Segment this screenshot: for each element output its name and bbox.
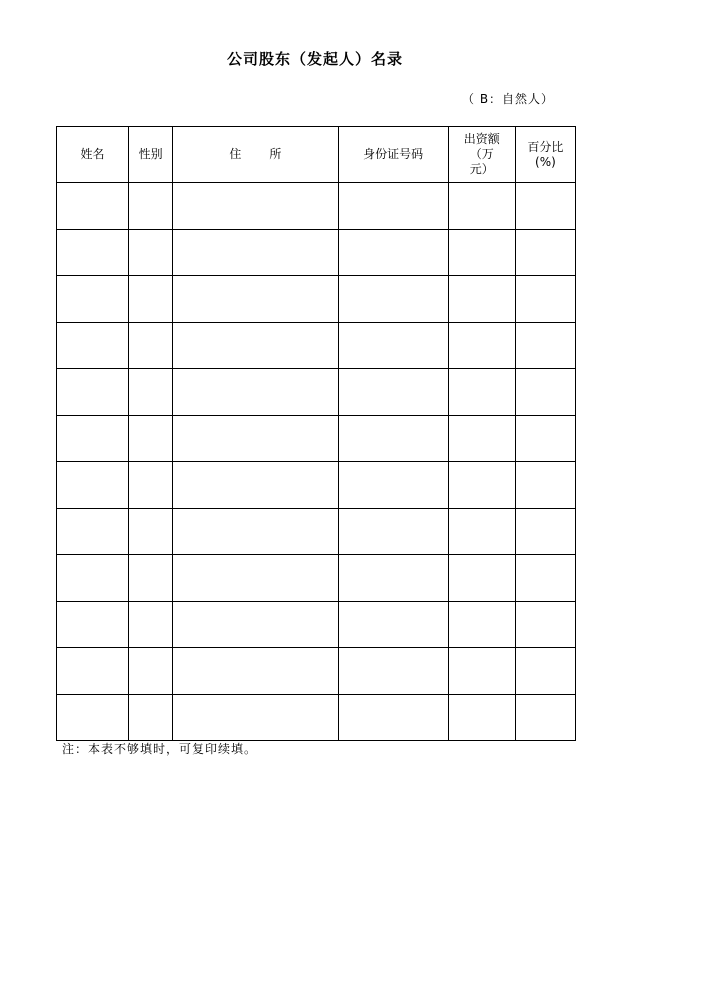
name-cell[interactable]: [57, 183, 129, 230]
id-number-cell[interactable]: [338, 648, 448, 695]
id-number-cell[interactable]: [338, 508, 448, 555]
percent-cell[interactable]: [515, 648, 575, 695]
address-cell[interactable]: [173, 229, 338, 276]
header-amount-line3: 元）: [469, 162, 494, 176]
name-cell[interactable]: [57, 694, 129, 741]
sex-cell[interactable]: [129, 322, 173, 369]
percent-cell[interactable]: [515, 601, 575, 648]
name-cell[interactable]: [57, 276, 129, 323]
name-cell[interactable]: [57, 462, 129, 509]
id-number-cell[interactable]: [338, 415, 448, 462]
header-address: [173, 127, 338, 183]
sex-cell[interactable]: [129, 229, 173, 276]
percent-cell[interactable]: [515, 276, 575, 323]
sex-cell[interactable]: [129, 555, 173, 602]
header-percent: [515, 127, 575, 183]
sex-cell[interactable]: [129, 601, 173, 648]
percent-cell[interactable]: [515, 415, 575, 462]
name-cell[interactable]: [57, 555, 129, 602]
table-row: [57, 648, 576, 695]
header-amount-line1: 出资额: [463, 132, 500, 146]
footer-note: 注：本表不够填时，可复印续填。: [62, 742, 258, 756]
id-number-cell[interactable]: [338, 369, 448, 416]
percent-cell[interactable]: [515, 229, 575, 276]
table-row: [57, 183, 576, 230]
amount-cell[interactable]: [448, 648, 515, 695]
percent-cell[interactable]: [515, 183, 575, 230]
amount-cell[interactable]: [448, 601, 515, 648]
name-cell[interactable]: [57, 322, 129, 369]
amount-cell[interactable]: [448, 276, 515, 323]
table-row: [57, 601, 576, 648]
id-number-cell[interactable]: [338, 276, 448, 323]
sex-cell[interactable]: [129, 369, 173, 416]
percent-cell[interactable]: [515, 462, 575, 509]
id-number-cell[interactable]: [338, 183, 448, 230]
sex-cell[interactable]: [129, 694, 173, 741]
id-number-cell[interactable]: [338, 229, 448, 276]
page-title: 公司股东（发起人）名录: [226, 50, 403, 68]
id-number-cell[interactable]: [338, 601, 448, 648]
header-sex: 性别: [129, 127, 173, 183]
header-id-number: 身份证号码: [338, 127, 448, 183]
table-row: [57, 508, 576, 555]
amount-cell[interactable]: [448, 369, 515, 416]
sex-cell[interactable]: [129, 462, 173, 509]
header-percent-line2: (%): [535, 154, 556, 169]
table-row: [57, 555, 576, 602]
amount-cell[interactable]: [448, 183, 515, 230]
table-body: [57, 183, 576, 741]
address-cell[interactable]: [173, 322, 338, 369]
table-row: [57, 229, 576, 276]
percent-cell[interactable]: [515, 322, 575, 369]
header-address-label: 住所: [229, 147, 310, 161]
address-cell[interactable]: [173, 555, 338, 602]
address-cell[interactable]: [173, 183, 338, 230]
table-row: [57, 415, 576, 462]
name-cell[interactable]: [57, 601, 129, 648]
amount-cell[interactable]: [448, 322, 515, 369]
amount-cell[interactable]: [448, 694, 515, 741]
page-subtitle: （ B：自然人）: [462, 92, 555, 106]
amount-cell[interactable]: [448, 415, 515, 462]
address-cell[interactable]: [173, 694, 338, 741]
percent-cell[interactable]: [515, 369, 575, 416]
name-cell[interactable]: [57, 648, 129, 695]
id-number-cell[interactable]: [338, 555, 448, 602]
address-cell[interactable]: [173, 601, 338, 648]
name-cell[interactable]: [57, 508, 129, 555]
sex-cell[interactable]: [129, 415, 173, 462]
sex-cell[interactable]: [129, 508, 173, 555]
shareholder-table: [56, 126, 576, 741]
amount-cell[interactable]: [448, 555, 515, 602]
table-header-row: [57, 127, 576, 183]
address-cell[interactable]: [173, 415, 338, 462]
percent-cell[interactable]: [515, 555, 575, 602]
table-row: [57, 322, 576, 369]
sex-cell[interactable]: [129, 276, 173, 323]
table-row: [57, 462, 576, 509]
percent-cell[interactable]: [515, 508, 575, 555]
table-row: [57, 276, 576, 323]
header-amount: [448, 127, 515, 183]
address-cell[interactable]: [173, 276, 338, 323]
table-row: [57, 369, 576, 416]
header-name: 姓名: [57, 127, 129, 183]
amount-cell[interactable]: [448, 229, 515, 276]
name-cell[interactable]: [57, 369, 129, 416]
amount-cell[interactable]: [448, 462, 515, 509]
id-number-cell[interactable]: [338, 694, 448, 741]
name-cell[interactable]: [57, 229, 129, 276]
amount-cell[interactable]: [448, 508, 515, 555]
sex-cell[interactable]: [129, 183, 173, 230]
name-cell[interactable]: [57, 415, 129, 462]
header-percent-line1: 百分比: [527, 139, 564, 154]
percent-cell[interactable]: [515, 694, 575, 741]
id-number-cell[interactable]: [338, 462, 448, 509]
address-cell[interactable]: [173, 462, 338, 509]
sex-cell[interactable]: [129, 648, 173, 695]
address-cell[interactable]: [173, 508, 338, 555]
address-cell[interactable]: [173, 648, 338, 695]
table-row: [57, 694, 576, 741]
id-number-cell[interactable]: [338, 322, 448, 369]
address-cell[interactable]: [173, 369, 338, 416]
header-amount-line2: （万: [469, 147, 494, 161]
